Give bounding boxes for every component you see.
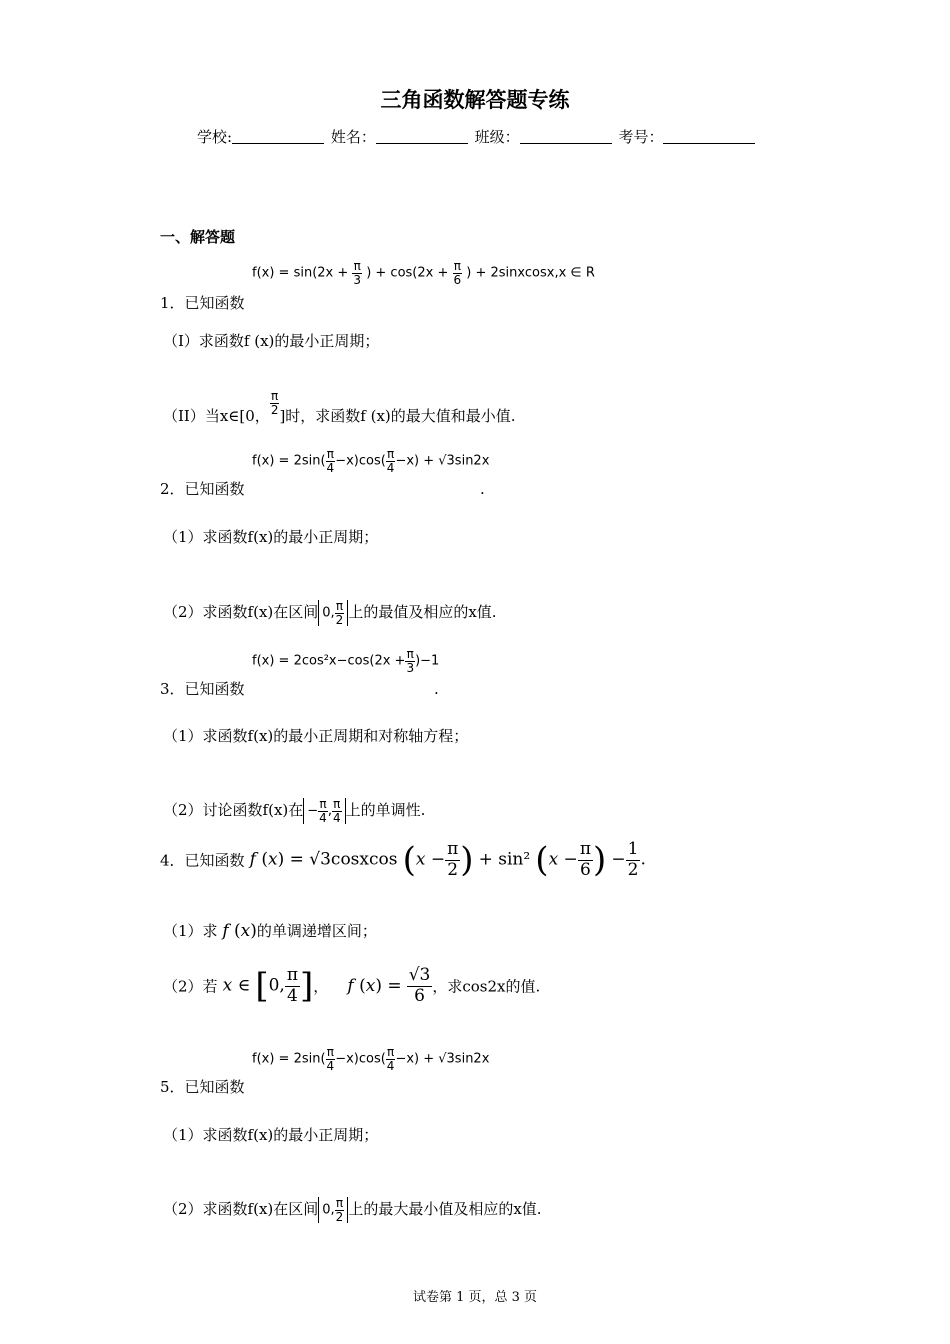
q5-part1: （1）求函数f(x)的最小正周期； bbox=[163, 1126, 379, 1144]
q1-number: 1．已知函数 bbox=[160, 294, 245, 312]
q2-number: 2．已知函数 bbox=[160, 480, 245, 498]
q3-part1: （1）求函数f(x)的最小正周期和对称轴方程； bbox=[163, 727, 469, 745]
name-label: 姓名： bbox=[330, 128, 376, 146]
page-footer: 试卷第 1 页，总 3 页 bbox=[412, 1290, 538, 1305]
q3-number: 3．已知函数 bbox=[160, 680, 245, 698]
school-label: 学校: bbox=[197, 128, 233, 146]
q3-part2: （2）讨论函数f(x)在 − $\frac{\pi}{4}$ , $\frac{\pi}{4}$ 上的单调性. bbox=[163, 797, 426, 825]
q1-part1: （I）求函数f (x)的最小正周期； bbox=[163, 332, 380, 350]
school-blank bbox=[232, 129, 324, 144]
q1-part2: （II）当x∈[0， $\frac{\pi}{2}$ ]时，求函数f (x)的最大值和最小值. bbox=[163, 389, 516, 426]
q5-part2: （2）求函数f(x)在区间 0, $\frac{\pi}{2}$ 上的最大最小值及相应的x值. bbox=[163, 1196, 542, 1224]
q2-period: . bbox=[480, 480, 485, 498]
q3-period: . bbox=[434, 680, 439, 698]
q5-number: 5．已知函数 bbox=[160, 1078, 245, 1096]
q2-formula: f(x) = 2sin( $\frac{\pi}{4}$ −x)cos( $\frac{\pi}{4}$ −x) + √3sin2x bbox=[252, 447, 490, 475]
exam-no-blank bbox=[663, 129, 755, 144]
class-label: 班级： bbox=[474, 128, 520, 146]
q4-part1: （1）求 f (x)的单调递增区间； bbox=[163, 921, 377, 941]
q2-part2: （2）求函数f(x)在区间 0, $\frac{\pi}{2}$ 上的最值及相应的x值. bbox=[163, 599, 497, 627]
q5-formula: f(x) = 2sin( $\frac{\pi}{4}$ −x)cos( $\frac{\pi}{4}$ −x) + √3sin2x bbox=[252, 1045, 490, 1073]
page-title: 三角函数解答题专练 bbox=[380, 87, 570, 112]
class-blank bbox=[520, 129, 612, 144]
section-heading: 一、解答题 bbox=[160, 228, 236, 246]
student-info-line bbox=[197, 126, 757, 147]
q1-formula: f(x) = sin(2x + $\frac{\pi}{3}$ ) + cos(2x + $\frac{\pi}{6}$ ) + 2sinxcosx,x ∈ R bbox=[252, 259, 595, 287]
q4-statement: 4．已知函数 f (x) = √3cosxcos (x − $\frac{\pi}{2}$ ) + sin² (x − $\frac{\pi}{6}$ ) − $\frac{1}{2}$ . bbox=[160, 839, 646, 881]
exam-no-label: 考号： bbox=[618, 128, 664, 146]
name-blank bbox=[376, 129, 468, 144]
q2-part1: （1）求函数f(x)的最小正周期； bbox=[163, 528, 379, 546]
q4-part2: （2）若 x ∈ [0, $\frac{\pi}{4}$ ]， f (x) = $\frac{√3}{6}$ ，求cos2x的值. bbox=[163, 965, 541, 1007]
q3-formula: f(x) = 2cos²x−cos(2x + $\frac{\pi}{3}$ )−1 bbox=[252, 647, 440, 675]
